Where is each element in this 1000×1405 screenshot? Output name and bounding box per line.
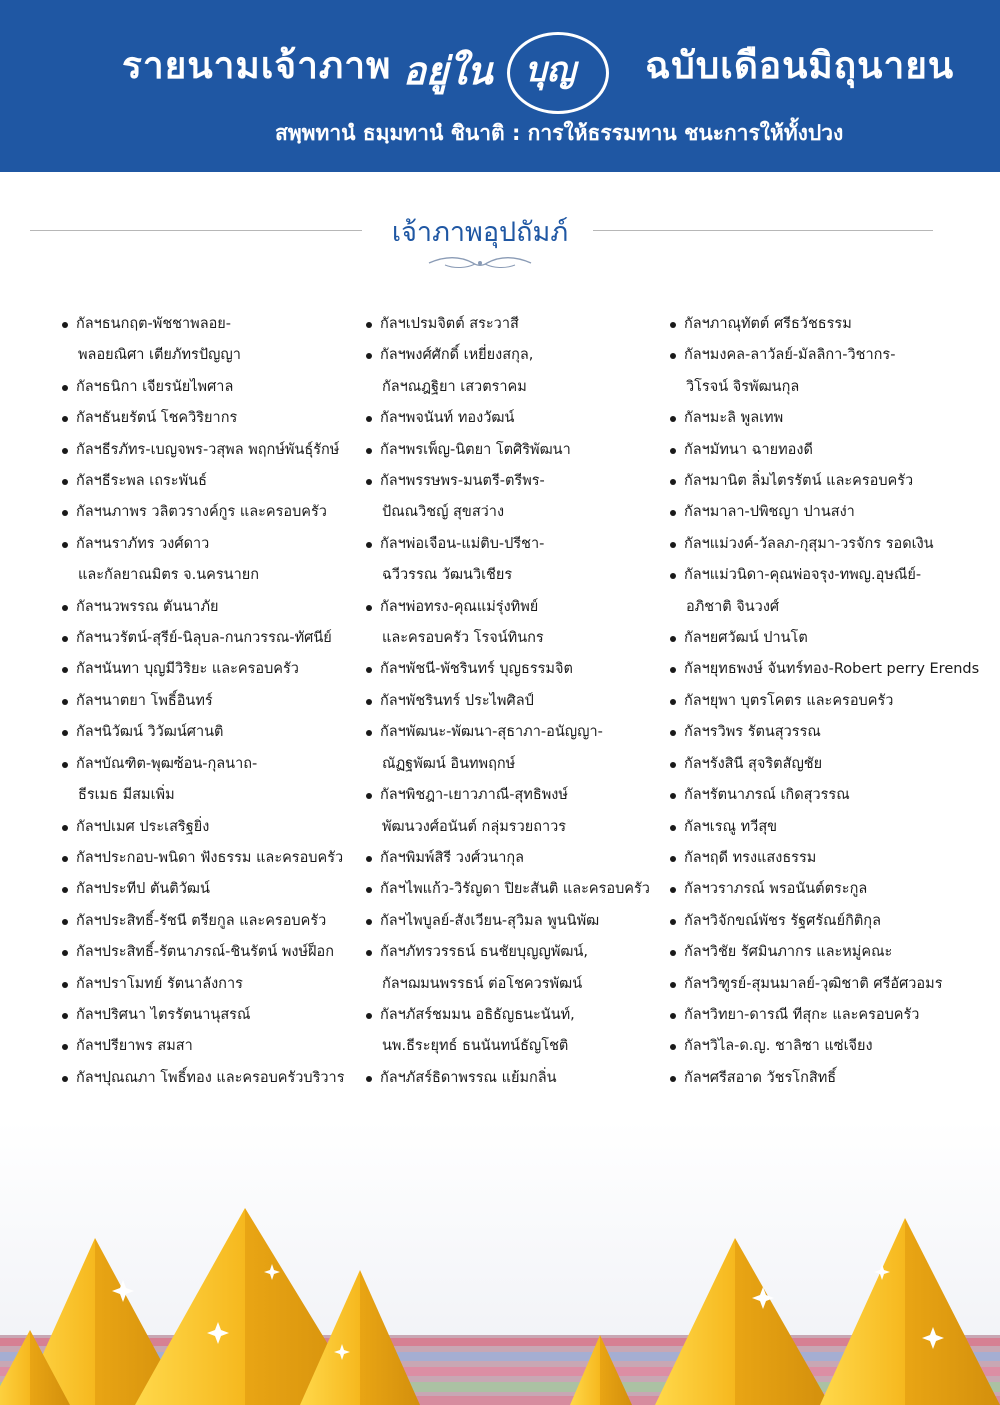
donor-entry: กัลฯประกอบ-พนิดา ฟังธรรม และครอบครัว — [62, 843, 382, 874]
donor-entry: กัลฯพิมพ์สิรี วงศ์วนากุล — [366, 843, 686, 874]
donor-entry: กัลฯธีระพล เถระพันธ์ — [62, 466, 382, 497]
donor-entry: กัลฯยุทธพงษ์ จันทร์ทอง-Robert perry Erends — [670, 654, 988, 685]
donor-entry: กัลฯพิชฎา-เยาวภาณี-สุทธิพงษ์ — [366, 780, 686, 811]
donor-entry: กัลฯยุพา บุตรโคตร และครอบครัว — [670, 686, 988, 717]
donor-entry: กัลฯธนิกา เจียรนัยไพศาล — [62, 372, 382, 403]
donor-entry: กัลฯภัทรวรรธน์ ธนชัยบุญญพัฒน์, — [366, 937, 686, 968]
donor-entry: กัลฯพจนันท์ ทองวัฒน์ — [366, 403, 686, 434]
donor-entry-continuation: และกัลยาณมิตร จ.นครนายก — [78, 567, 259, 584]
logo-word-1: อยู่ใน — [403, 48, 493, 93]
donor-entry: กัลฯวิชัย รัศมินภากร และหมู่คณะ — [670, 937, 988, 968]
donor-entry-continuation: และครอบครัว โรจน์ทินกร — [382, 630, 544, 647]
donor-entry: กัลฯพรรษพร-มนตรี-ตรีพร- — [366, 466, 686, 497]
donor-entry: กัลฯรวิพร รัตนสุวรรณ — [670, 717, 988, 748]
donor-entry-continuation: ฉวีวรรณ วัฒนวิเชียร — [382, 567, 513, 584]
donor-entry: กัลฯปุณณภา โพธิ์ทอง และครอบครัวบริวาร — [62, 1063, 382, 1094]
subtitle: สพฺพทานํ ธมฺมทานํ ชินาติ : การให้ธรรมทาน ชนะการให้ทั้งปวง — [275, 121, 844, 145]
donor-entry-continuation: อภิชาติ จินวงศ์ — [686, 598, 780, 615]
donor-entry: กัลฯภัสร์ธิดาพรรณ แย้มกลิ่น — [366, 1063, 686, 1094]
donor-entry-continuation: นพ.ธีระยุทธ์ ธนนันทน์ธัญโชติ — [382, 1038, 569, 1055]
donor-entry: กัลฯบัณฑิต-พุฒซ้อน-กุลนาถ- — [62, 749, 382, 780]
donor-entry: กัลฯนันทา บุญมีวิริยะ และครอบครัว — [62, 654, 382, 685]
donor-entry: กัลฯพัชรินทร์ ประไพศิลป์ — [366, 686, 686, 717]
donor-entry: กัลฯแม่วงค์-วัลลภ-กุสุมา-วรจักร รอดเงิน — [670, 529, 988, 560]
donor-entry: กัลฯพัฒนะ-พัฒนา-สุธาภา-อนัญญา- — [366, 717, 686, 748]
donor-entry: กัลฯปราโมทย์ รัตนาลังการ — [62, 969, 382, 1000]
donor-column-3 — [670, 309, 988, 1094]
donor-entry: กัลฯพ่อเจือน-แม่ติบ-ปรีชา- — [366, 529, 686, 560]
ornament-flourish-icon — [425, 254, 535, 270]
title-right: ฉบับเดือนมิถุนายน — [645, 44, 955, 87]
donor-entry: กัลฯมาลา-ปพิชญา ปานสง่า — [670, 497, 988, 528]
donor-entry: กัลฯนวพรรณ ตันนาภัย — [62, 592, 382, 623]
donor-column-2 — [366, 309, 686, 1094]
donor-entry: กัลฯนาตยา โพธิ์อินทร์ — [62, 686, 382, 717]
donor-entry: กัลฯวราภรณ์ พรอนันต์ตระกูล — [670, 874, 988, 905]
donor-entry: กัลฯไพแก้ว-วิรัญดา ปิยะสันติ และครอบครัว — [366, 874, 686, 905]
donor-column-1 — [62, 309, 382, 1094]
donor-entry: กัลฯวิจักขณ์พัชร รัฐศรัณย์กิติกุล — [670, 906, 988, 937]
section-heading — [0, 210, 1000, 280]
donor-entry: กัลฯแม่วนิดา-คุณพ่อจรุง-ทพญ.อุษณีย์- — [670, 560, 988, 591]
donor-entry-continuation: พัฒนวงศ์อนันต์ กลุ่มรวยถาวร — [382, 818, 567, 835]
donor-entry: กัลฯธีรภัทร-เบญจพร-วสุพล พฤกษ์พันธุ์รักษ์ — [62, 435, 382, 466]
donor-entry: กัลฯเรณู ทวีสุข — [670, 812, 988, 843]
donor-entry-continuation: ปัณณวิชญ์ สุขสว่าง — [382, 504, 505, 521]
title-left: รายนามเจ้าภาพ — [122, 44, 392, 87]
donor-entry: กัลฯรัตนาภรณ์ เกิดสุวรรณ — [670, 780, 988, 811]
divider-right — [593, 230, 933, 231]
donor-entry: กัลฯประสิทธิ์-รัตนาภรณ์-ชินรัตน์ พงษ์ฝ็อก — [62, 937, 382, 968]
donor-entry: กัลฯธันยรัตน์ โชควิริยากร — [62, 403, 382, 434]
donor-entry: กัลฯฤดี ทรงแสงธรรม — [670, 843, 988, 874]
donor-entry: กัลฯภัสร์ชมมน อธิธัญธนะนันท์, — [366, 1000, 686, 1031]
donor-entry: กัลฯนิวัฒน์ วิวัฒน์ศานติ — [62, 717, 382, 748]
donor-entry: กัลฯปรียาพร สมสา — [62, 1031, 382, 1062]
donor-entry: กัลฯนวรัตน์-สุรีย์-นิลุบล-กนกวรรณ-ทัศนีย์ — [62, 623, 382, 654]
donor-entry: กัลฯไพบูลย์-สังเวียน-สุวิมล พูนนิพัฒ — [366, 906, 686, 937]
donor-entry: กัลฯวิทยา-ดารณี ทีสุกะ และครอบครัว — [670, 1000, 988, 1031]
logo-word-2: บุญ — [525, 50, 576, 90]
donor-entry-continuation: กัลฯฌมนพรรธน์ ต่อโชควรพัฒน์ — [382, 975, 583, 992]
donor-entry: กัลฯประสิทธิ์-รัชนี ตรียกูล และครอบครัว — [62, 906, 382, 937]
donor-entry: กัลฯมานิต ลิ่มไตรรัตน์ และครอบครัว — [670, 466, 988, 497]
donor-entry: กัลฯมัทนา ฉายทองดี — [670, 435, 988, 466]
donor-entry: กัลฯรังสินี สุจริตสัญชัย — [670, 749, 988, 780]
donor-entry: กัลฯนราภัทร วงศ์ดาว — [62, 529, 382, 560]
donor-entry-continuation: กัลฯณฎฐิยา เสวตราคม — [382, 378, 527, 395]
donor-entry-continuation: พลอยณิศา เตียภัทรปัญญา — [78, 347, 241, 364]
donor-entry: กัลฯมงคล-ลาวัลย์-มัลลิกา-วิชากร- — [670, 340, 988, 371]
donor-entry-continuation: ณัฏฐพัฒน์ อินทพฤกษ์ — [382, 755, 516, 772]
donor-entry: กัลฯวิไล-ด.ญ. ชาลิซา แซ่เจียง — [670, 1031, 988, 1062]
header-banner — [0, 0, 1000, 172]
donor-entry: กัลฯพงศ์ศักดิ์ เหยี่ยงสกุล, — [366, 340, 686, 371]
donor-entry: กัลฯยศวัฒน์ ปานโต — [670, 623, 988, 654]
donor-entry: กัลฯธนกฤต-พัชชาพลอย- — [62, 309, 382, 340]
donor-entry: กัลฯนภาพร วลิตวรางค์กูร และครอบครัว — [62, 497, 382, 528]
donor-entry-continuation: ธีรเมธ มีสมเพิ่ม — [78, 787, 175, 804]
divider-left — [30, 230, 362, 231]
logo — [395, 28, 613, 112]
golden-pyramids-illustration — [0, 1120, 1000, 1405]
donor-entry: กัลฯเปรมจิตต์ สระวาสี — [366, 309, 686, 340]
donor-entry: กัลฯมะลิ พูลเทพ — [670, 403, 988, 434]
donor-entry: กัลฯประทีป ตันติวัฒน์ — [62, 874, 382, 905]
donor-entry: กัลฯภาณุทัตต์ ศรีธวัชธรรม — [670, 309, 988, 340]
donor-entry: กัลฯปเมศ ประเสริฐยิ่ง — [62, 812, 382, 843]
section-title: เจ้าภาพอุปถัมภ์ — [391, 217, 569, 248]
donor-entry: กัลฯปริศนา ไตรรัตนานุสรณ์ — [62, 1000, 382, 1031]
donor-entry: กัลฯพัชนี-พัชรินทร์ บุญธรรมจิต — [366, 654, 686, 685]
donor-entry: กัลฯพ่อทรง-คุณแม่รุ่งทิพย์ — [366, 592, 686, 623]
donor-entry: กัลฯวิฑูรย์-สุมนมาลย์-วุฒิชาติ ศรีอัศวอมร — [670, 969, 988, 1000]
donor-entry: กัลฯศรีสอาด วัชรโกสิทธิ์ — [670, 1063, 988, 1094]
donor-entry-continuation: วิโรจน์ จิรพัฒนกุล — [686, 378, 800, 395]
donor-entry: กัลฯพรเพ็ญ-นิตยา โตศิริพัฒนา — [366, 435, 686, 466]
